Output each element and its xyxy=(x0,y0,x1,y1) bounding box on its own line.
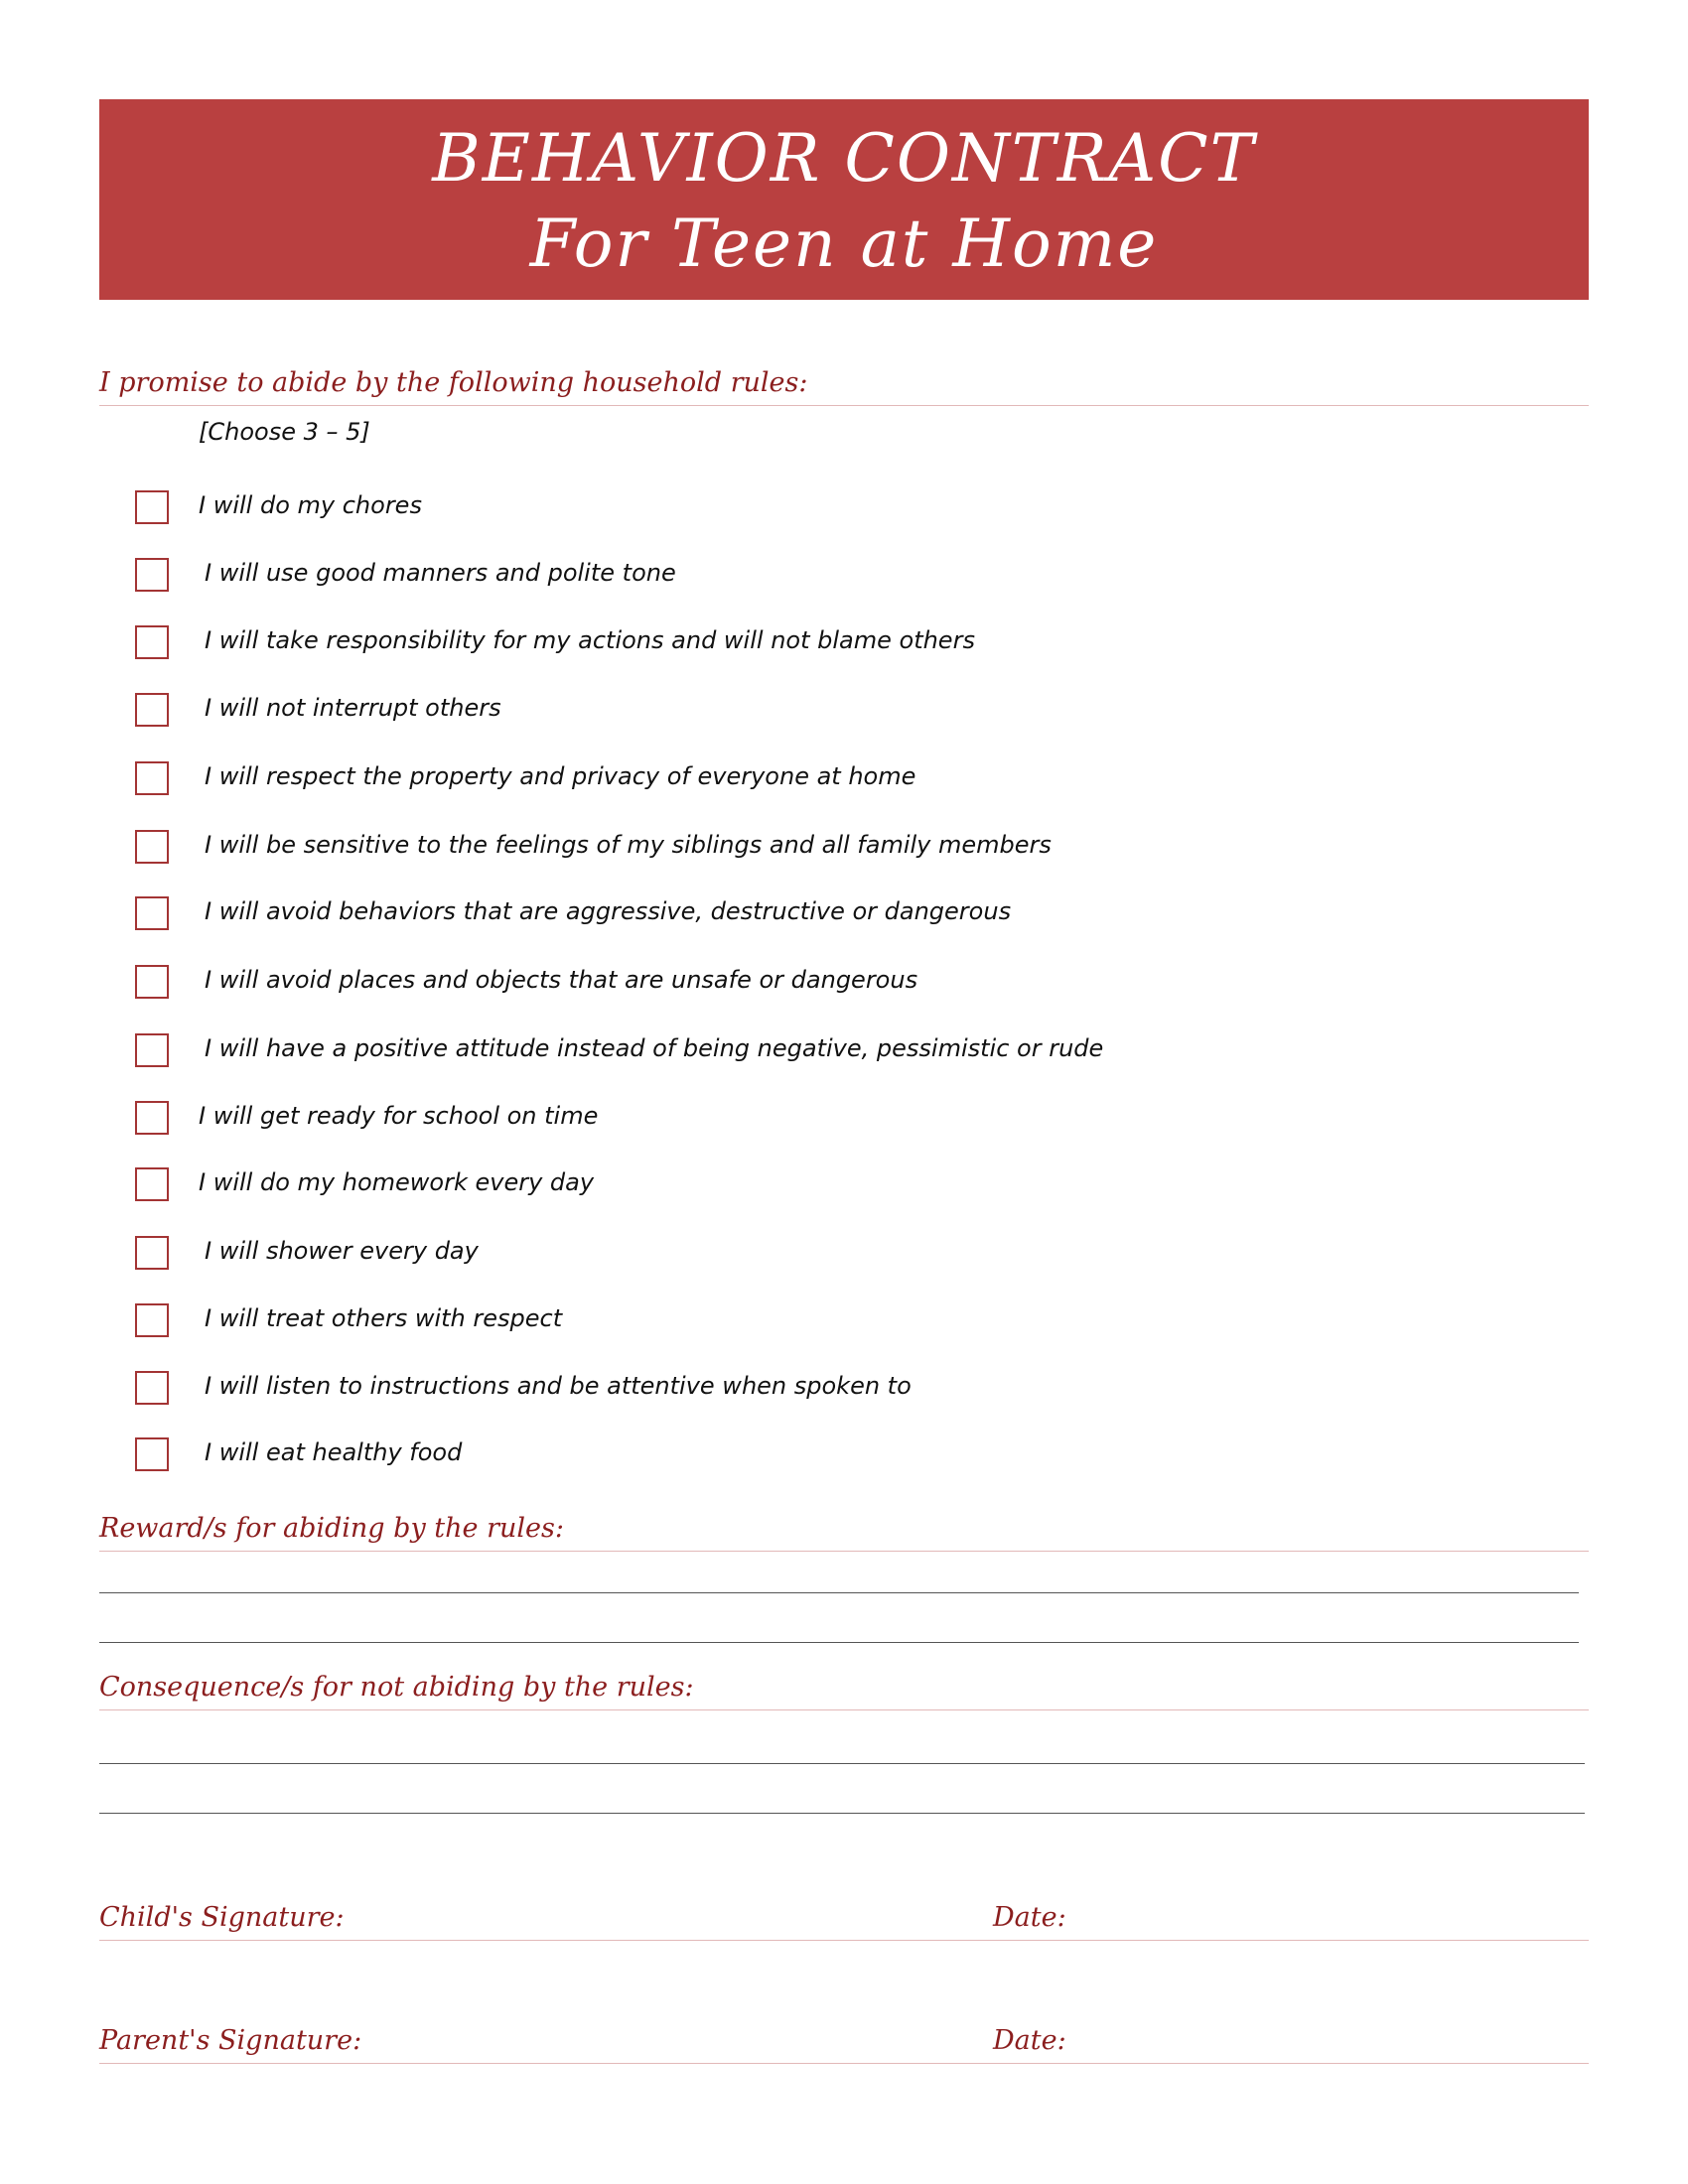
rule-checkbox[interactable] xyxy=(135,1437,169,1471)
rule-label: I will do my chores xyxy=(199,491,422,519)
rule-checkbox[interactable] xyxy=(135,761,169,795)
rule-label: I will respect the property and privacy of everyone at home xyxy=(205,762,916,790)
rule-checkbox[interactable] xyxy=(135,490,169,524)
rule-label: I will listen to instructions and be attentive when spoken to xyxy=(205,1372,912,1400)
rule-label: I will eat healthy food xyxy=(205,1438,463,1466)
rule-checkbox[interactable] xyxy=(135,693,169,727)
rule-label: I will take responsibility for my actions and will not blame others xyxy=(205,626,975,654)
rule-checkbox[interactable] xyxy=(135,1236,169,1270)
rule-label: I will treat others with respect xyxy=(205,1304,563,1332)
rule-checkbox[interactable] xyxy=(135,1167,169,1201)
parent-date-label: Date: xyxy=(993,2025,1066,2056)
rule-label: I will be sensitive to the feelings of my siblings and all family members xyxy=(205,831,1052,859)
title-banner xyxy=(99,99,1589,300)
rule-checkbox[interactable] xyxy=(135,558,169,592)
reward-write-line[interactable] xyxy=(99,1642,1579,1643)
rule-checkbox[interactable] xyxy=(135,1101,169,1135)
child-date-label: Date: xyxy=(993,1902,1066,1933)
rule-label: I will avoid places and objects that are unsafe or dangerous xyxy=(205,966,918,994)
contract-title: BEHAVIOR CONTRACT xyxy=(432,120,1256,197)
rule-checkbox[interactable] xyxy=(135,625,169,659)
consequences-heading xyxy=(99,1670,1589,1710)
contract-subtitle: For Teen at Home xyxy=(529,205,1159,282)
rule-checkbox[interactable] xyxy=(135,896,169,930)
rule-label: I will not interrupt others xyxy=(205,694,501,722)
consequence-write-line[interactable] xyxy=(99,1763,1585,1764)
choose-instruction: [Choose 3 – 5] xyxy=(199,418,370,446)
child-signature-label: Child's Signature: xyxy=(99,1902,345,1933)
rule-label: I will do my homework every day xyxy=(199,1168,595,1196)
parent-signature-line[interactable] xyxy=(99,2023,1589,2064)
consequences-heading-text: Consequence/s for not abiding by the rules: xyxy=(99,1672,694,1703)
rules-heading-text: I promise to abide by the following household rules: xyxy=(99,367,808,398)
parent-signature-label: Parent's Signature: xyxy=(99,2025,362,2056)
rule-label: I will use good manners and polite tone xyxy=(205,559,676,587)
rewards-heading xyxy=(99,1511,1589,1552)
child-signature-line[interactable] xyxy=(99,1900,1589,1941)
rules-heading xyxy=(99,365,1589,406)
rule-checkbox[interactable] xyxy=(135,1033,169,1067)
rule-label: I will get ready for school on time xyxy=(199,1102,599,1130)
rule-label: I will shower every day xyxy=(205,1237,479,1265)
rewards-heading-text: Reward/s for abiding by the rules: xyxy=(99,1513,564,1544)
consequence-write-line[interactable] xyxy=(99,1813,1585,1814)
rule-label: I will have a positive attitude instead of being negative, pessimistic or rude xyxy=(205,1034,1104,1062)
reward-write-line[interactable] xyxy=(99,1592,1579,1593)
rule-checkbox[interactable] xyxy=(135,830,169,864)
rule-checkbox[interactable] xyxy=(135,1371,169,1405)
rule-label: I will avoid behaviors that are aggressive, destructive or dangerous xyxy=(205,897,1012,925)
rule-checkbox[interactable] xyxy=(135,1303,169,1337)
rule-checkbox[interactable] xyxy=(135,965,169,999)
